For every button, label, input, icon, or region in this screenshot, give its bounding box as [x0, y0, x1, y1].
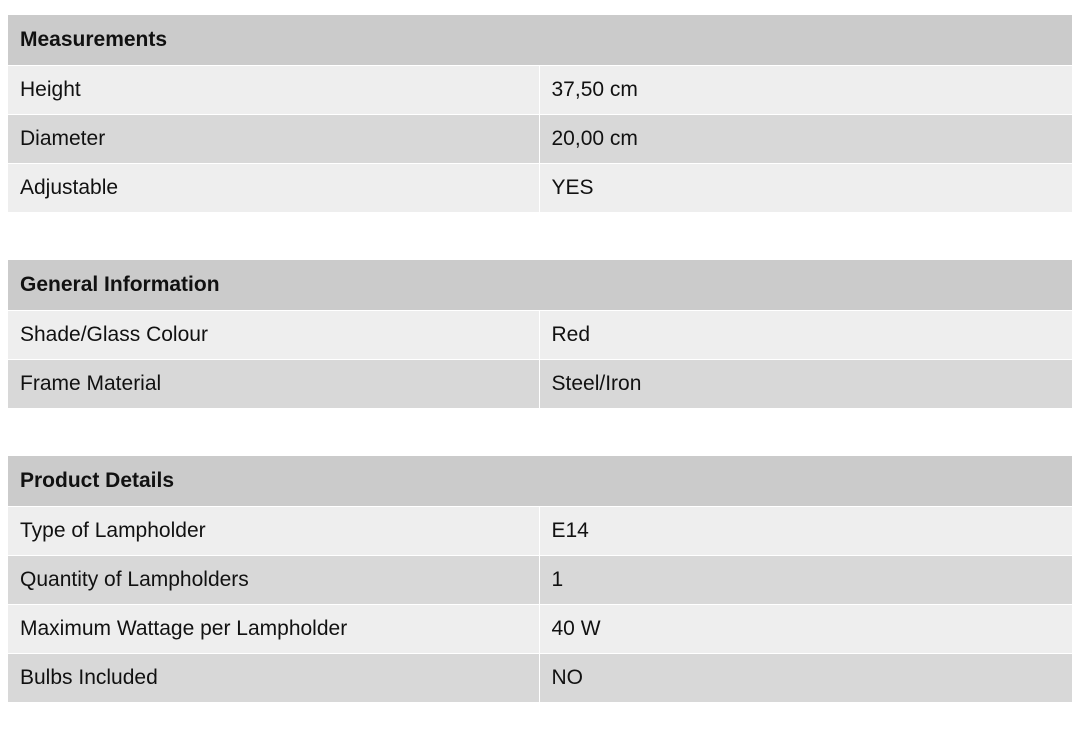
table-row: [8, 66, 1072, 115]
spec-label: Shade/Glass Colour: [8, 311, 539, 360]
section-title: Product Details: [8, 456, 1072, 507]
table-row: [8, 115, 1072, 164]
spec-value: E14: [539, 507, 1072, 556]
spec-value: 37,50 cm: [539, 66, 1072, 115]
spec-value: 1: [539, 556, 1072, 605]
section-header-row: [8, 15, 1072, 66]
spec-label: Frame Material: [8, 360, 539, 409]
section-header-row: [8, 456, 1072, 507]
spec-label: Diameter: [8, 115, 539, 164]
spec-label: Adjustable: [8, 164, 539, 213]
spec-value: YES: [539, 164, 1072, 213]
spec-label: Type of Lampholder: [8, 507, 539, 556]
spec-value: 20,00 cm: [539, 115, 1072, 164]
section-title: General Information: [8, 260, 1072, 311]
spec-label: Quantity of Lampholders: [8, 556, 539, 605]
spec-value: Steel/Iron: [539, 360, 1072, 409]
general-information-table: [8, 260, 1072, 409]
table-row: [8, 556, 1072, 605]
spec-label: Maximum Wattage per Lampholder: [8, 605, 539, 654]
spec-label: Bulbs Included: [8, 654, 539, 703]
table-row: [8, 605, 1072, 654]
spec-value: NO: [539, 654, 1072, 703]
table-row: [8, 654, 1072, 703]
table-row: [8, 164, 1072, 213]
section-title: Measurements: [8, 15, 1072, 66]
product-details-table: [8, 456, 1072, 703]
measurements-table: [8, 15, 1072, 213]
spec-label: Height: [8, 66, 539, 115]
table-row: [8, 507, 1072, 556]
spec-value: Red: [539, 311, 1072, 360]
spec-value: 40 W: [539, 605, 1072, 654]
table-row: [8, 311, 1072, 360]
table-row: [8, 360, 1072, 409]
section-header-row: [8, 260, 1072, 311]
